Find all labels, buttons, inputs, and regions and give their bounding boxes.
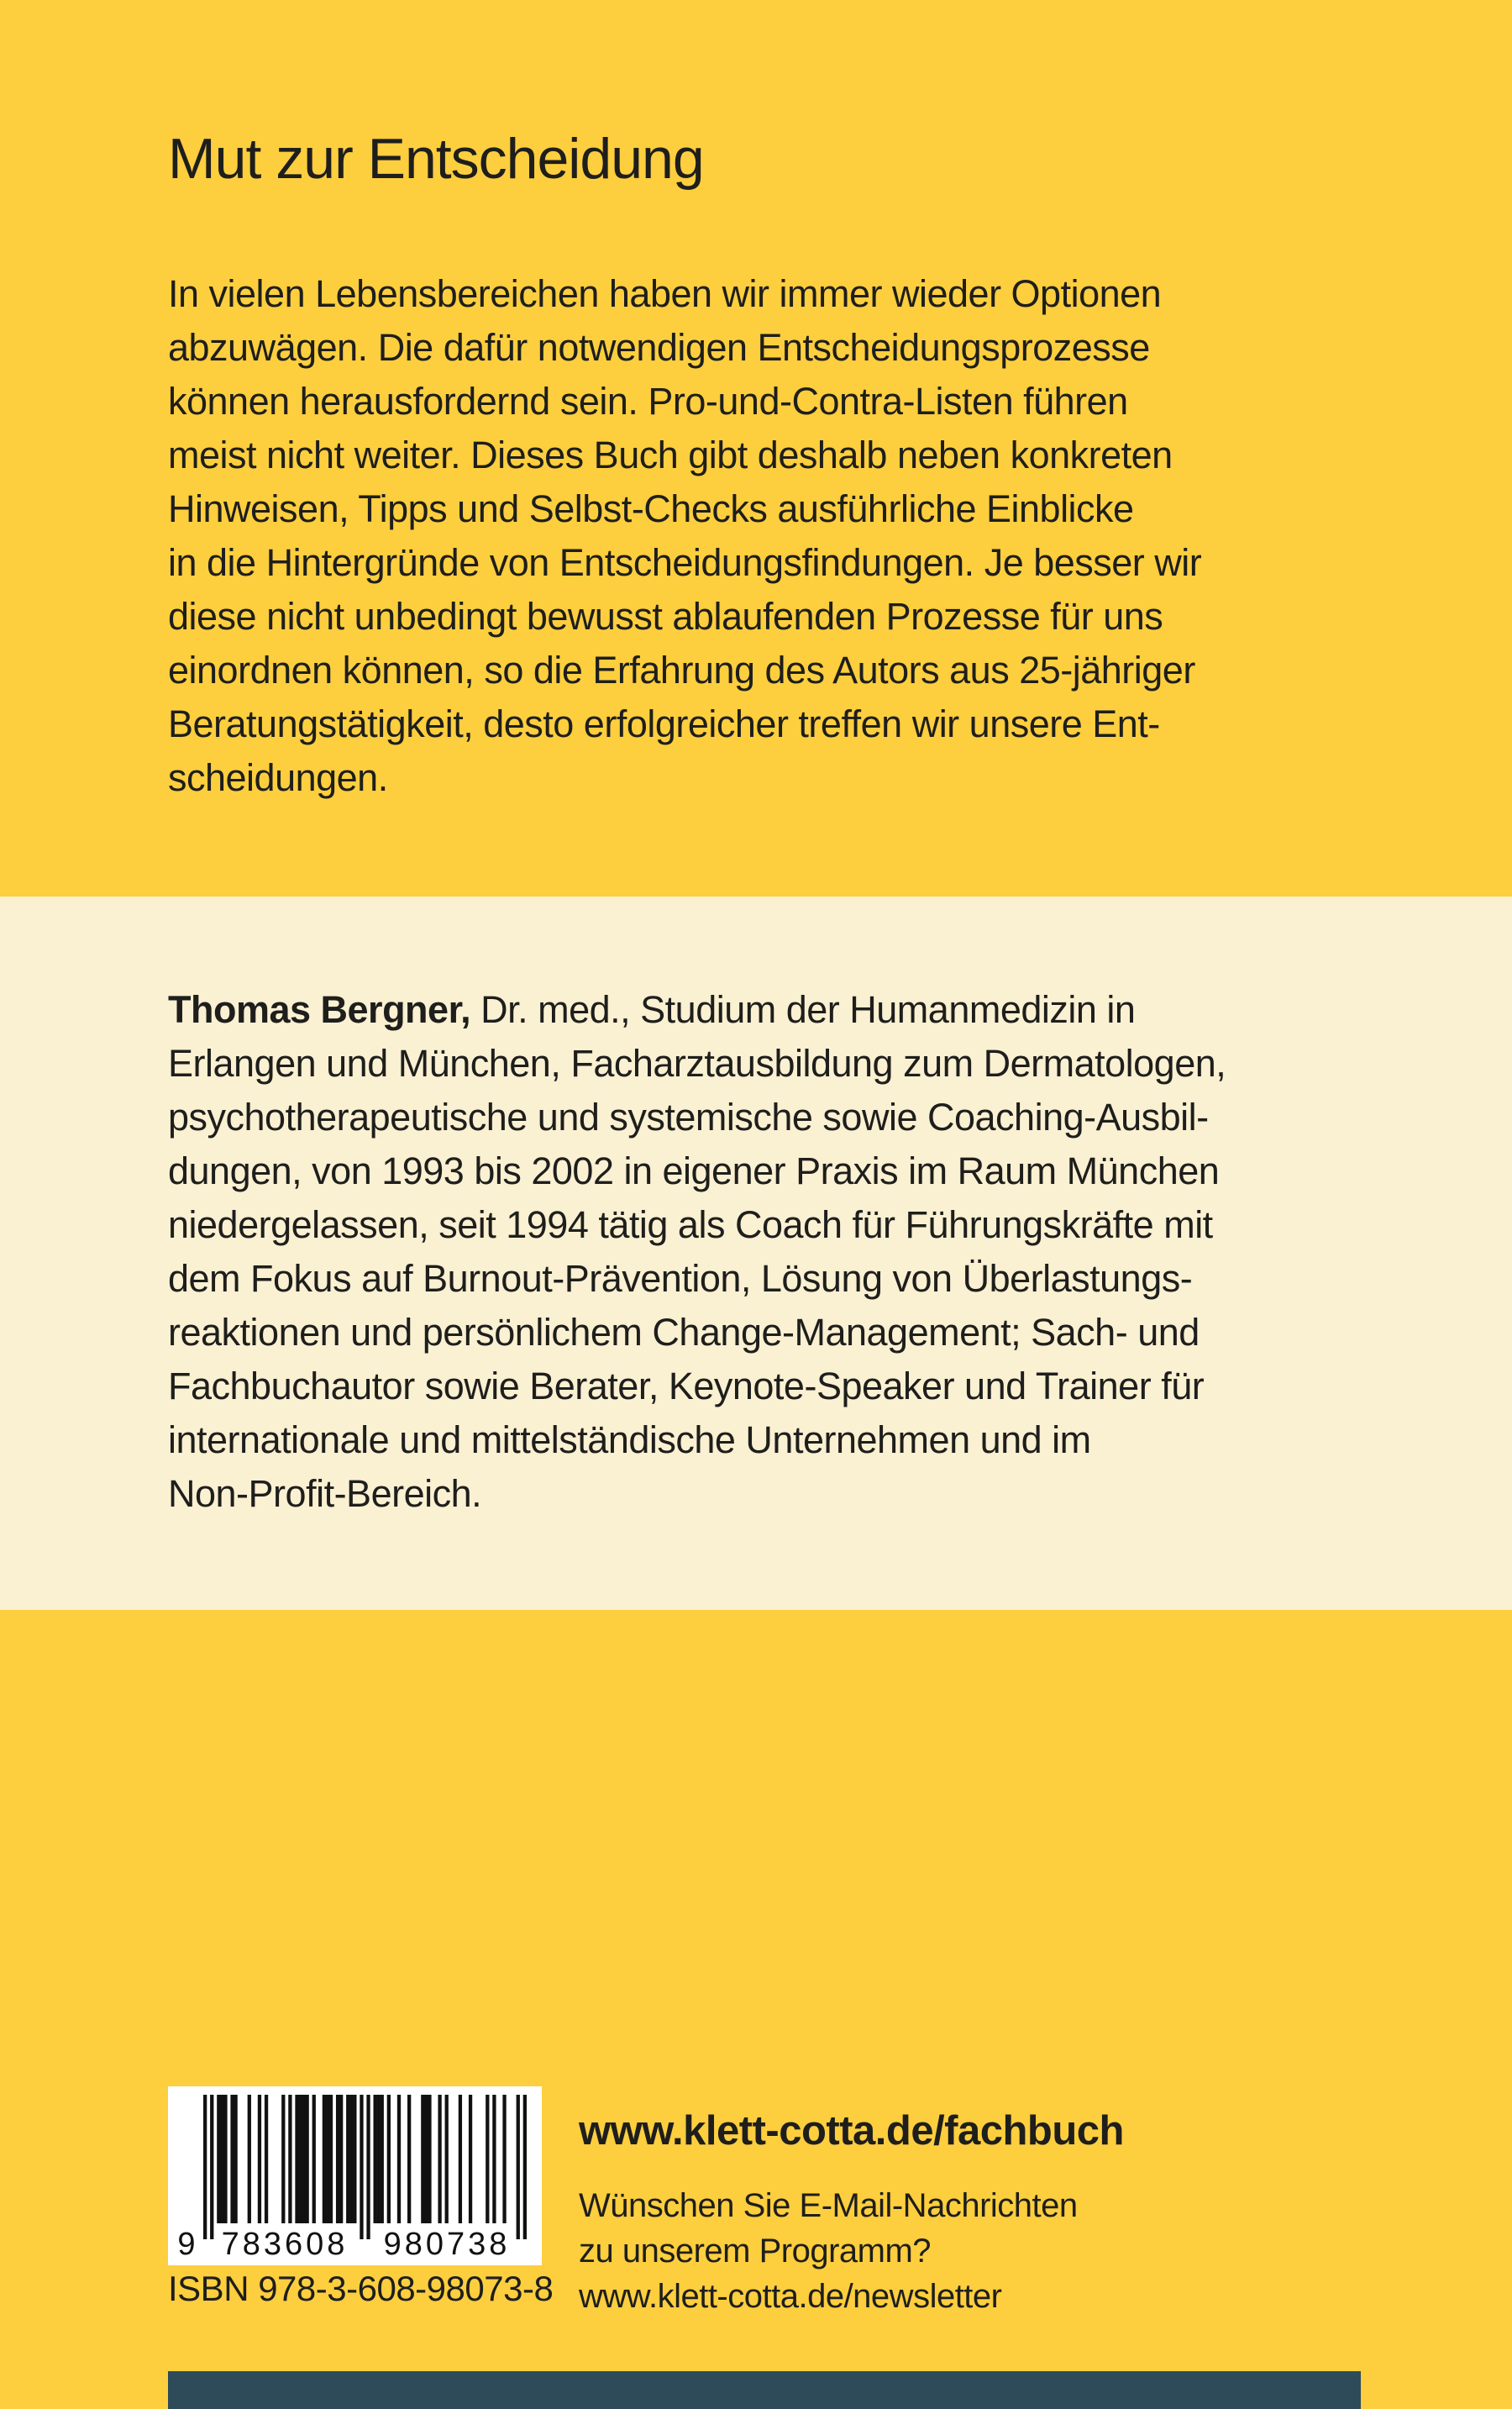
text-line: Beratungstätigkeit, desto erfolgreicher treffen wir unsere Ent- <box>168 702 1160 745</box>
text-line: meist nicht weiter. Dieses Buch gibt deshalb neben konkreten <box>168 434 1173 476</box>
text-line: internationale und mittelständische Unternehmen und im <box>168 1418 1091 1461</box>
bottom-accent-bar <box>168 2371 1361 2409</box>
author-bio-paragraph <box>168 983 1226 1521</box>
text-line <box>168 983 1226 1037</box>
text-line: psychotherapeutische und systemische sowie Coaching-Ausbil- <box>168 1096 1209 1139</box>
publisher-links <box>579 2107 1124 2319</box>
text-line: reaktionen und persönlichem Change-Management; Sach- und <box>168 1311 1200 1354</box>
author-name: Thomas Bergner, <box>168 988 471 1031</box>
text-line: in die Hintergründe von Entscheidungsfindungen. Je besser wir <box>168 541 1202 584</box>
newsletter-url: www.klett-cotta.de/newsletter <box>579 2278 1002 2315</box>
barcode-digits-left-group: 783608 <box>221 2227 349 2262</box>
text-line: diese nicht unbedingt bewusst ablaufenden Prozesse für uns <box>168 595 1163 638</box>
text-line: Fachbuchautor sowie Berater, Keynote-Speaker und Trainer für <box>168 1365 1205 1407</box>
text-line: Hinweisen, Tipps und Selbst-Checks ausführliche Einblicke <box>168 487 1134 530</box>
text-line: dungen, von 1993 bis 2002 in eigener Praxis im Raum München <box>168 1149 1220 1192</box>
newsletter-line: zu unserem Programm? <box>579 2233 932 2270</box>
text-line: scheidungen. <box>168 756 388 799</box>
text-line: In vielen Lebensbereichen haben wir immer wieder Optionen <box>168 272 1162 315</box>
fachbuch-url: www.klett-cotta.de/fachbuch <box>579 2108 1124 2154</box>
page-title: Mut zur Entscheidung <box>168 127 704 191</box>
ean-barcode <box>168 2086 542 2265</box>
newsletter-block <box>579 2183 1124 2319</box>
text-line: Erlangen und München, Facharztausbildung zum Dermatologen, <box>168 1042 1226 1085</box>
text-line: abzuwägen. Die dafür notwendigen Entscheidungsprozesse <box>168 326 1150 369</box>
barcode-digit-left: 9 <box>177 2227 199 2262</box>
isbn-label: ISBN 978-3-608-98073-8 <box>168 2269 554 2308</box>
text-line: niedergelassen, seit 1994 tätig als Coach für Führungskräfte mit <box>168 1203 1213 1246</box>
author-title: Dr. med., Studium der Humanmedizin in <box>470 988 1136 1031</box>
text-line: Non-Profit-Bereich. <box>168 1472 482 1515</box>
newsletter-line: Wünschen Sie E-Mail-Nachrichten <box>579 2187 1078 2224</box>
text-line: einordnen können, so die Erfahrung des Autors aus 25-jähriger <box>168 649 1195 692</box>
barcode-svg <box>168 2086 542 2265</box>
text-line: können herausfordernd sein. Pro-und-Contra-Listen führen <box>168 380 1128 423</box>
text-line: dem Fokus auf Burnout-Prävention, Lösung von Überlastungs- <box>168 1257 1193 1300</box>
blurb-paragraph <box>168 267 1201 805</box>
barcode-digits-right-group: 980738 <box>383 2227 511 2262</box>
